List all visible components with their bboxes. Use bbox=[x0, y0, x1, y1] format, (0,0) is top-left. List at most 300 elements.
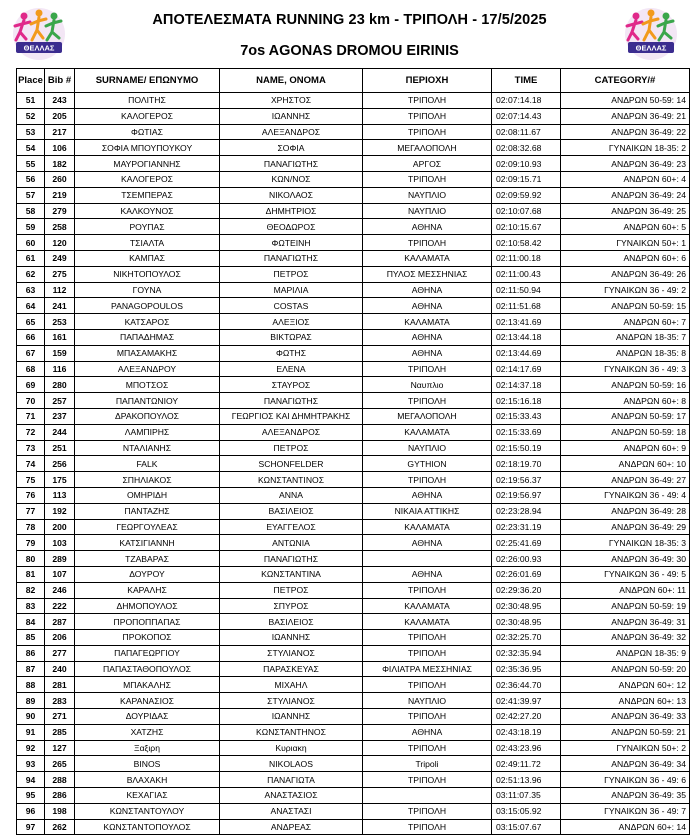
category-cell: ΑΝΔΡΩΝ 36-49: 22 bbox=[561, 124, 690, 140]
category-cell: ΑΝΔΡΩΝ 60+: 10 bbox=[561, 456, 690, 472]
surname-cell: ΤΣΙΑΛΤΑ bbox=[75, 235, 220, 251]
category-cell: ΑΝΔΡΩΝ 60+: 13 bbox=[561, 693, 690, 709]
table-row bbox=[17, 614, 690, 630]
time-cell: 02:25:41.69 bbox=[492, 535, 561, 551]
surname-cell: ΝΙΚΗΤΟΠΟΥΛΟΣ bbox=[75, 266, 220, 282]
place-cell: 57 bbox=[17, 187, 45, 203]
column-header-place: Place bbox=[17, 69, 45, 93]
bib-cell: 256 bbox=[45, 456, 75, 472]
region-cell: ΑΘΗΝΑ bbox=[363, 487, 492, 503]
place-cell: 91 bbox=[17, 724, 45, 740]
table-row bbox=[17, 266, 690, 282]
category-cell: ΑΝΔΡΩΝ 36-49: 30 bbox=[561, 551, 690, 567]
time-cell: 02:23:31.19 bbox=[492, 519, 561, 535]
surname-cell: ΡΟΥΠΑΣ bbox=[75, 219, 220, 235]
category-cell: ΑΝΔΡΩΝ 36-49: 25 bbox=[561, 203, 690, 219]
name-cell: ΠΑΝΑΓΙΩΤΗΣ bbox=[220, 156, 363, 172]
region-cell: ΚΑΛΑΜΑΤΑ bbox=[363, 614, 492, 630]
bib-cell: 262 bbox=[45, 819, 75, 835]
place-cell: 66 bbox=[17, 329, 45, 345]
time-cell: 02:30:48.95 bbox=[492, 614, 561, 630]
bib-cell: 265 bbox=[45, 756, 75, 772]
name-cell: ΜΑΡΙΛΙΑ bbox=[220, 282, 363, 298]
region-cell: ΤΡΙΠΟΛΗ bbox=[363, 645, 492, 661]
name-cell: ΦΩΤΗΣ bbox=[220, 345, 363, 361]
surname-cell: ΔΟΥΡΙΔΑΣ bbox=[75, 709, 220, 725]
region-cell: ΚΑΛΑΜΑΤΑ bbox=[363, 598, 492, 614]
region-cell bbox=[363, 788, 492, 804]
table-row bbox=[17, 756, 690, 772]
bib-cell: 246 bbox=[45, 582, 75, 598]
bib-cell: 198 bbox=[45, 803, 75, 819]
region-cell: ΑΘΗΝΑ bbox=[363, 219, 492, 235]
surname-cell: PANAGOPOULOS bbox=[75, 298, 220, 314]
category-cell: ΑΝΔΡΩΝ 36-49: 27 bbox=[561, 472, 690, 488]
category-cell: ΑΝΔΡΩΝ 36-49: 28 bbox=[561, 503, 690, 519]
category-cell: ΑΝΔΡΩΝ 60+: 5 bbox=[561, 219, 690, 235]
bib-cell: 277 bbox=[45, 645, 75, 661]
category-cell: ΓΥΝΑΙΚΩΝ 36 - 49: 2 bbox=[561, 282, 690, 298]
place-cell: 77 bbox=[17, 503, 45, 519]
place-cell: 94 bbox=[17, 772, 45, 788]
category-cell: ΓΥΝΑΙΚΩΝ 36 - 49: 6 bbox=[561, 772, 690, 788]
category-cell: ΑΝΔΡΩΝ 60+: 12 bbox=[561, 677, 690, 693]
time-cell: 02:11:50.94 bbox=[492, 282, 561, 298]
place-cell: 51 bbox=[17, 93, 45, 109]
results-body bbox=[17, 93, 690, 835]
time-cell: 02:10:15.67 bbox=[492, 219, 561, 235]
region-cell: ΤΡΙΠΟΛΗ bbox=[363, 124, 492, 140]
place-cell: 60 bbox=[17, 235, 45, 251]
column-header-region: ΠΕΡΙΟΧΗ bbox=[363, 69, 492, 93]
bib-cell: 287 bbox=[45, 614, 75, 630]
category-cell: ΑΝΔΡΩΝ 50-59: 18 bbox=[561, 424, 690, 440]
bib-cell: 260 bbox=[45, 171, 75, 187]
region-cell: ΤΡΙΠΟΛΗ bbox=[363, 630, 492, 646]
time-cell: 02:43:23.96 bbox=[492, 740, 561, 756]
column-header-bib: Bib # bbox=[45, 69, 75, 93]
name-cell: ΕΥΑΓΓΕΛΟΣ bbox=[220, 519, 363, 535]
name-cell: ΜΙΧΑΗΛ bbox=[220, 677, 363, 693]
time-cell: 03:11:07.35 bbox=[492, 788, 561, 804]
surname-cell: ΠΟΛΙΤΗΣ bbox=[75, 93, 220, 109]
surname-cell: ΜΠΟΤΣΟΣ bbox=[75, 377, 220, 393]
table-row bbox=[17, 156, 690, 172]
table-row bbox=[17, 171, 690, 187]
region-cell: ΝΙΚΑΙΑ ΑΤΤΙΚΗΣ bbox=[363, 503, 492, 519]
table-row bbox=[17, 329, 690, 345]
table-row bbox=[17, 345, 690, 361]
time-cell: 02:13:44.18 bbox=[492, 329, 561, 345]
category-cell: ΓΥΝΑΙΚΩΝ 36 - 49: 4 bbox=[561, 487, 690, 503]
column-header-surname: SURNAME/ ΕΠΩΝΥΜΟ bbox=[75, 69, 220, 93]
surname-cell: ΒΛΑΧΑΚΗ bbox=[75, 772, 220, 788]
name-cell: SCHONFELDER bbox=[220, 456, 363, 472]
column-header-name: NAME, ΟΝΟΜΑ bbox=[220, 69, 363, 93]
table-row bbox=[17, 219, 690, 235]
surname-cell: ΜΑΥΡΟΓΙΑΝΝΗΣ bbox=[75, 156, 220, 172]
surname-cell: ΠΑΠΑΓΕΩΡΓΙΟΥ bbox=[75, 645, 220, 661]
region-cell: ΚΑΛΑΜΑΤΑ bbox=[363, 519, 492, 535]
region-cell: ΑΘΗΝΑ bbox=[363, 566, 492, 582]
place-cell: 93 bbox=[17, 756, 45, 772]
region-cell: ΤΡΙΠΟΛΗ bbox=[363, 677, 492, 693]
bib-cell: 243 bbox=[45, 93, 75, 109]
name-cell: ΚΩΝΣΤΑΝΤΗΝΟΣ bbox=[220, 724, 363, 740]
name-cell: ΠΕΤΡΟΣ bbox=[220, 582, 363, 598]
name-cell: ΔΗΜΗΤΡΙΟΣ bbox=[220, 203, 363, 219]
category-cell: ΑΝΔΡΩΝ 50-59: 16 bbox=[561, 377, 690, 393]
region-cell: ΑΘΗΝΑ bbox=[363, 298, 492, 314]
place-cell: 96 bbox=[17, 803, 45, 819]
bib-cell: 219 bbox=[45, 187, 75, 203]
table-row bbox=[17, 645, 690, 661]
table-row bbox=[17, 393, 690, 409]
bib-cell: 258 bbox=[45, 219, 75, 235]
surname-cell: ΚΑΜΠΑΣ bbox=[75, 250, 220, 266]
bib-cell: 222 bbox=[45, 598, 75, 614]
name-cell: ΠΕΤΡΟΣ bbox=[220, 266, 363, 282]
column-header-time: TIME bbox=[492, 69, 561, 93]
time-cell: 02:15:33.43 bbox=[492, 408, 561, 424]
time-cell: 03:15:07.67 bbox=[492, 819, 561, 835]
place-cell: 84 bbox=[17, 614, 45, 630]
time-cell: 02:30:48.95 bbox=[492, 598, 561, 614]
category-cell: ΑΝΔΡΩΝ 36-49: 35 bbox=[561, 788, 690, 804]
table-row bbox=[17, 235, 690, 251]
table-row bbox=[17, 535, 690, 551]
time-cell: 02:15:16.18 bbox=[492, 393, 561, 409]
name-cell: ΙΩΑΝΝΗΣ bbox=[220, 108, 363, 124]
name-cell: ΒΑΣΙΛΕΙΟΣ bbox=[220, 503, 363, 519]
table-row bbox=[17, 709, 690, 725]
region-cell: ΤΡΙΠΟΛΗ bbox=[363, 235, 492, 251]
bib-cell: 206 bbox=[45, 630, 75, 646]
surname-cell: ΜΠΑΚΑΛΗΣ bbox=[75, 677, 220, 693]
name-cell: ΑΝΔΡΕΑΣ bbox=[220, 819, 363, 835]
time-cell: 02:13:44.69 bbox=[492, 345, 561, 361]
bib-cell: 251 bbox=[45, 440, 75, 456]
place-cell: 73 bbox=[17, 440, 45, 456]
table-row bbox=[17, 551, 690, 567]
time-cell: 02:09:59.92 bbox=[492, 187, 561, 203]
name-cell: ΒΙΚΤΩΡΑΣ bbox=[220, 329, 363, 345]
table-row bbox=[17, 424, 690, 440]
time-cell: 02:09:15.71 bbox=[492, 171, 561, 187]
name-cell: ΓΕΩΡΓΙΟΣ ΚΑΙ ΔΗΜΗΤΡΑΚΗΣ bbox=[220, 408, 363, 424]
name-cell: ΒΑΣΙΛΕΙΟΣ bbox=[220, 614, 363, 630]
region-cell: Tripoli bbox=[363, 756, 492, 772]
surname-cell: ΔΗΜΟΠΟΥΛΟΣ bbox=[75, 598, 220, 614]
results-table bbox=[16, 68, 690, 835]
bib-cell: 112 bbox=[45, 282, 75, 298]
table-row bbox=[17, 582, 690, 598]
time-cell: 02:14:37.18 bbox=[492, 377, 561, 393]
category-cell: ΓΥΝΑΙΚΩΝ 36 - 49: 7 bbox=[561, 803, 690, 819]
region-cell: ΤΡΙΠΟΛΗ bbox=[363, 819, 492, 835]
name-cell: ΠΕΤΡΟΣ bbox=[220, 440, 363, 456]
place-cell: 68 bbox=[17, 361, 45, 377]
category-cell: ΓΥΝΑΙΚΩΝ 50+: 1 bbox=[561, 235, 690, 251]
time-cell: 02:08:32.68 bbox=[492, 140, 561, 156]
table-row bbox=[17, 314, 690, 330]
time-cell: 02:15:50.19 bbox=[492, 440, 561, 456]
surname-cell: ΟΜΗΡΙΔΗ bbox=[75, 487, 220, 503]
column-header-category: CATEGORY/# bbox=[561, 69, 690, 93]
place-cell: 65 bbox=[17, 314, 45, 330]
region-cell: ΝΑΥΠΛΙΟ bbox=[363, 440, 492, 456]
time-cell: 02:36:44.70 bbox=[492, 677, 561, 693]
name-cell: ΦΩΤΕΙΝΗ bbox=[220, 235, 363, 251]
table-row bbox=[17, 772, 690, 788]
time-cell: 02:08:11.67 bbox=[492, 124, 561, 140]
surname-cell: ΠΡΟΠΟΠΠΑΠΑΣ bbox=[75, 614, 220, 630]
page-title: ΑΠΟΤΕΛΕΣΜΑΤΑ RUNNING 23 km - ΤΡΙΠΟΛΗ - 17/5/2025 bbox=[152, 12, 547, 28]
place-cell: 67 bbox=[17, 345, 45, 361]
bib-cell: 113 bbox=[45, 487, 75, 503]
region-cell: ΦΙΛΙΑΤΡΑ ΜΕΣΣΗΝΙΑΣ bbox=[363, 661, 492, 677]
surname-cell: ΝΤΑΛΙΑΝΗΣ bbox=[75, 440, 220, 456]
name-cell: ΑΛΕΞΑΝΔΡΟΣ bbox=[220, 424, 363, 440]
place-cell: 95 bbox=[17, 788, 45, 804]
region-cell: ΑΘΗΝΑ bbox=[363, 329, 492, 345]
surname-cell: ΠΑΠΑΔΗΜΑΣ bbox=[75, 329, 220, 345]
region-cell: ΤΡΙΠΟΛΗ bbox=[363, 171, 492, 187]
table-row bbox=[17, 724, 690, 740]
bib-cell: 192 bbox=[45, 503, 75, 519]
category-cell: ΑΝΔΡΩΝ 60+: 14 bbox=[561, 819, 690, 835]
table-row bbox=[17, 677, 690, 693]
table-row bbox=[17, 566, 690, 582]
region-cell: ΠΥΛΟΣ ΜΕΣΣΗΝΙΑΣ bbox=[363, 266, 492, 282]
time-cell: 02:51:13.96 bbox=[492, 772, 561, 788]
table-row bbox=[17, 250, 690, 266]
time-cell: 02:41:39.97 bbox=[492, 693, 561, 709]
category-cell: ΑΝΔΡΩΝ 36-49: 26 bbox=[561, 266, 690, 282]
bib-cell: 275 bbox=[45, 266, 75, 282]
region-cell: ΝΑΥΠΛΙΟ bbox=[363, 203, 492, 219]
time-cell: 02:11:51.68 bbox=[492, 298, 561, 314]
place-cell: 72 bbox=[17, 424, 45, 440]
time-cell: 02:09:10.93 bbox=[492, 156, 561, 172]
time-cell: 02:49:11.72 bbox=[492, 756, 561, 772]
surname-cell: ΣΠΗΛΙΑΚΟΣ bbox=[75, 472, 220, 488]
category-cell: ΓΥΝΑΙΚΩΝ 50+: 2 bbox=[561, 740, 690, 756]
time-cell: 02:15:33.69 bbox=[492, 424, 561, 440]
table-row bbox=[17, 203, 690, 219]
category-cell: ΑΝΔΡΩΝ 18-35: 8 bbox=[561, 345, 690, 361]
surname-cell: ΚΑΛΚΟΥΝΟΣ bbox=[75, 203, 220, 219]
table-row bbox=[17, 472, 690, 488]
surname-cell: FALK bbox=[75, 456, 220, 472]
bib-cell: 159 bbox=[45, 345, 75, 361]
table-row bbox=[17, 440, 690, 456]
table-row bbox=[17, 598, 690, 614]
surname-cell: ΤΣΕΜΠΕΡΑΣ bbox=[75, 187, 220, 203]
time-cell: 02:42:27.20 bbox=[492, 709, 561, 725]
place-cell: 92 bbox=[17, 740, 45, 756]
bib-cell: 271 bbox=[45, 709, 75, 725]
place-cell: 55 bbox=[17, 156, 45, 172]
time-cell: 02:18:19.70 bbox=[492, 456, 561, 472]
surname-cell: ΜΠΑΣΑΜΑΚΗΣ bbox=[75, 345, 220, 361]
place-cell: 75 bbox=[17, 472, 45, 488]
bib-cell: 237 bbox=[45, 408, 75, 424]
surname-cell: ΚΑΤΣΙΓΙΑΝΝΗ bbox=[75, 535, 220, 551]
bib-cell: 279 bbox=[45, 203, 75, 219]
table-row bbox=[17, 408, 690, 424]
table-row bbox=[17, 108, 690, 124]
category-cell: ΑΝΔΡΩΝ 36-49: 33 bbox=[561, 709, 690, 725]
surname-cell: ΔΡΑΚΟΠΟΥΛΟΣ bbox=[75, 408, 220, 424]
surname-cell: ΔΟΥΡΟΥ bbox=[75, 566, 220, 582]
name-cell: ΑΝΑΣΤΑΣΙ bbox=[220, 803, 363, 819]
time-cell: 02:11:00.18 bbox=[492, 250, 561, 266]
bib-cell: 285 bbox=[45, 724, 75, 740]
surname-cell: ΣΟΦΙΑ ΜΠΟΥΠΟΥΚΟΥ bbox=[75, 140, 220, 156]
place-cell: 53 bbox=[17, 124, 45, 140]
place-cell: 74 bbox=[17, 456, 45, 472]
table-row bbox=[17, 377, 690, 393]
surname-cell: ΚΑΤΣΑΡΟΣ bbox=[75, 314, 220, 330]
surname-cell: ΚΩΝΣΤΑΝΤΟΠΟΥΛΟΣ bbox=[75, 819, 220, 835]
surname-cell: ΑΛΕΞΑΝΔΡΟΥ bbox=[75, 361, 220, 377]
name-cell: ΣΟΦΙΑ bbox=[220, 140, 363, 156]
bib-cell: 253 bbox=[45, 314, 75, 330]
region-cell: ΤΡΙΠΟΛΗ bbox=[363, 803, 492, 819]
bib-cell: 127 bbox=[45, 740, 75, 756]
surname-cell: ΚΑΛΟΓΕΡΟΣ bbox=[75, 171, 220, 187]
bib-cell: 244 bbox=[45, 424, 75, 440]
time-cell: 02:11:00.43 bbox=[492, 266, 561, 282]
place-cell: 64 bbox=[17, 298, 45, 314]
surname-cell: ΠΡΟΚΟΠΟΣ bbox=[75, 630, 220, 646]
name-cell: ΧΡΗΣΤΟΣ bbox=[220, 93, 363, 109]
place-cell: 83 bbox=[17, 598, 45, 614]
region-cell: ΑΘΗΝΑ bbox=[363, 724, 492, 740]
logo-text: ΘΕΛΛΑΣ bbox=[635, 43, 667, 53]
time-cell: 02:07:14.43 bbox=[492, 108, 561, 124]
region-cell: ΝΑΥΠΛΙΟ bbox=[363, 187, 492, 203]
logo-text: ΘΕΛΛΑΣ bbox=[23, 43, 55, 53]
name-cell: Κυριακη bbox=[220, 740, 363, 756]
region-cell: ΚΑΛΑΜΑΤΑ bbox=[363, 424, 492, 440]
place-cell: 61 bbox=[17, 250, 45, 266]
category-cell: ΑΝΔΡΩΝ 60+: 9 bbox=[561, 440, 690, 456]
place-cell: 54 bbox=[17, 140, 45, 156]
name-cell: NIKOLAOS bbox=[220, 756, 363, 772]
table-row bbox=[17, 803, 690, 819]
time-cell: 02:10:58.42 bbox=[492, 235, 561, 251]
time-cell: 02:43:18.19 bbox=[492, 724, 561, 740]
place-cell: 79 bbox=[17, 535, 45, 551]
time-cell: 02:26:01.69 bbox=[492, 566, 561, 582]
category-cell: ΑΝΔΡΩΝ 36-49: 21 bbox=[561, 108, 690, 124]
name-cell: ΠΑΝΑΓΙΩΤΑ bbox=[220, 772, 363, 788]
time-cell: 03:15:05.92 bbox=[492, 803, 561, 819]
name-cell: ΘΕΟΔΩΡΟΣ bbox=[220, 219, 363, 235]
place-cell: 90 bbox=[17, 709, 45, 725]
category-cell: ΑΝΔΡΩΝ 50-59: 21 bbox=[561, 724, 690, 740]
bib-cell: 241 bbox=[45, 298, 75, 314]
region-cell: ΜΕΓΑΛΟΠΟΛΗ bbox=[363, 140, 492, 156]
time-cell: 02:29:36.20 bbox=[492, 582, 561, 598]
place-cell: 59 bbox=[17, 219, 45, 235]
surname-cell: ΓΕΩΡΓΟΥΛΕΑΣ bbox=[75, 519, 220, 535]
name-cell: ΚΩΝΣΤΑΝΤΙΝΟΣ bbox=[220, 472, 363, 488]
bib-cell: 289 bbox=[45, 551, 75, 567]
surname-cell: ΧΑΤΖΗΣ bbox=[75, 724, 220, 740]
name-cell: ΚΩΝΣΤΑΝΤΙΝΑ bbox=[220, 566, 363, 582]
table-row bbox=[17, 361, 690, 377]
bib-cell: 175 bbox=[45, 472, 75, 488]
name-cell: ΑΛΕΞΙΟΣ bbox=[220, 314, 363, 330]
surname-cell: ΚΕΧΑΓΙΑΣ bbox=[75, 788, 220, 804]
category-cell: ΑΝΔΡΩΝ 36-49: 32 bbox=[561, 630, 690, 646]
region-cell: ΚΑΛΑΜΑΤΑ bbox=[363, 314, 492, 330]
place-cell: 69 bbox=[17, 377, 45, 393]
time-cell: 02:35:36.95 bbox=[492, 661, 561, 677]
surname-cell: ΠΑΠΑΣΤΑΘΟΠΟΥΛΟΣ bbox=[75, 661, 220, 677]
bib-cell: 249 bbox=[45, 250, 75, 266]
name-cell: ΙΩΑΝΝΗΣ bbox=[220, 709, 363, 725]
time-cell: 02:13:41.69 bbox=[492, 314, 561, 330]
name-cell: ΕΛΕΝΑ bbox=[220, 361, 363, 377]
bib-cell: 103 bbox=[45, 535, 75, 551]
surname-cell: BINOS bbox=[75, 756, 220, 772]
name-cell: ΠΑΝΑΓΙΩΤΗΣ bbox=[220, 551, 363, 567]
category-cell: ΑΝΔΡΩΝ 36-49: 31 bbox=[561, 614, 690, 630]
category-cell: ΑΝΔΡΩΝ 50-59: 17 bbox=[561, 408, 690, 424]
table-row bbox=[17, 298, 690, 314]
name-cell: ΑΛΕΞΑΝΔΡΟΣ bbox=[220, 124, 363, 140]
category-cell: ΑΝΔΡΩΝ 36-49: 34 bbox=[561, 756, 690, 772]
region-cell: Ναυπλιο bbox=[363, 377, 492, 393]
table-row bbox=[17, 819, 690, 835]
surname-cell: Ξαξιρη bbox=[75, 740, 220, 756]
category-cell: ΑΝΔΡΩΝ 18-35: 7 bbox=[561, 329, 690, 345]
bib-cell: 281 bbox=[45, 677, 75, 693]
time-cell: 02:10:07.68 bbox=[492, 203, 561, 219]
region-cell bbox=[363, 551, 492, 567]
name-cell: ΑΝΤΩΝΙΑ bbox=[220, 535, 363, 551]
category-cell: ΑΝΔΡΩΝ 50-59: 15 bbox=[561, 298, 690, 314]
category-cell: ΑΝΔΡΩΝ 36-49: 23 bbox=[561, 156, 690, 172]
category-cell: ΑΝΔΡΩΝ 60+: 11 bbox=[561, 582, 690, 598]
table-row bbox=[17, 456, 690, 472]
region-cell: ΤΡΙΠΟΛΗ bbox=[363, 740, 492, 756]
region-cell: ΤΡΙΠΟΛΗ bbox=[363, 472, 492, 488]
bib-cell: 288 bbox=[45, 772, 75, 788]
name-cell: ΣΠΥΡΟΣ bbox=[220, 598, 363, 614]
place-cell: 78 bbox=[17, 519, 45, 535]
place-cell: 86 bbox=[17, 645, 45, 661]
category-cell: ΓΥΝΑΙΚΩΝ 18-35: 2 bbox=[561, 140, 690, 156]
bib-cell: 217 bbox=[45, 124, 75, 140]
bib-cell: 116 bbox=[45, 361, 75, 377]
bib-cell: 120 bbox=[45, 235, 75, 251]
surname-cell: ΚΩΝΣΤΑΝΤΟΥΛΟΥ bbox=[75, 803, 220, 819]
name-cell: ΠΑΝΑΓΙΩΤΗΣ bbox=[220, 393, 363, 409]
category-cell: ΑΝΔΡΩΝ 60+: 7 bbox=[561, 314, 690, 330]
place-cell: 58 bbox=[17, 203, 45, 219]
name-cell: ΣΤΑΥΡΟΣ bbox=[220, 377, 363, 393]
bib-cell: 161 bbox=[45, 329, 75, 345]
place-cell: 76 bbox=[17, 487, 45, 503]
table-row bbox=[17, 140, 690, 156]
region-cell: ΑΘΗΝΑ bbox=[363, 535, 492, 551]
table-row bbox=[17, 93, 690, 109]
